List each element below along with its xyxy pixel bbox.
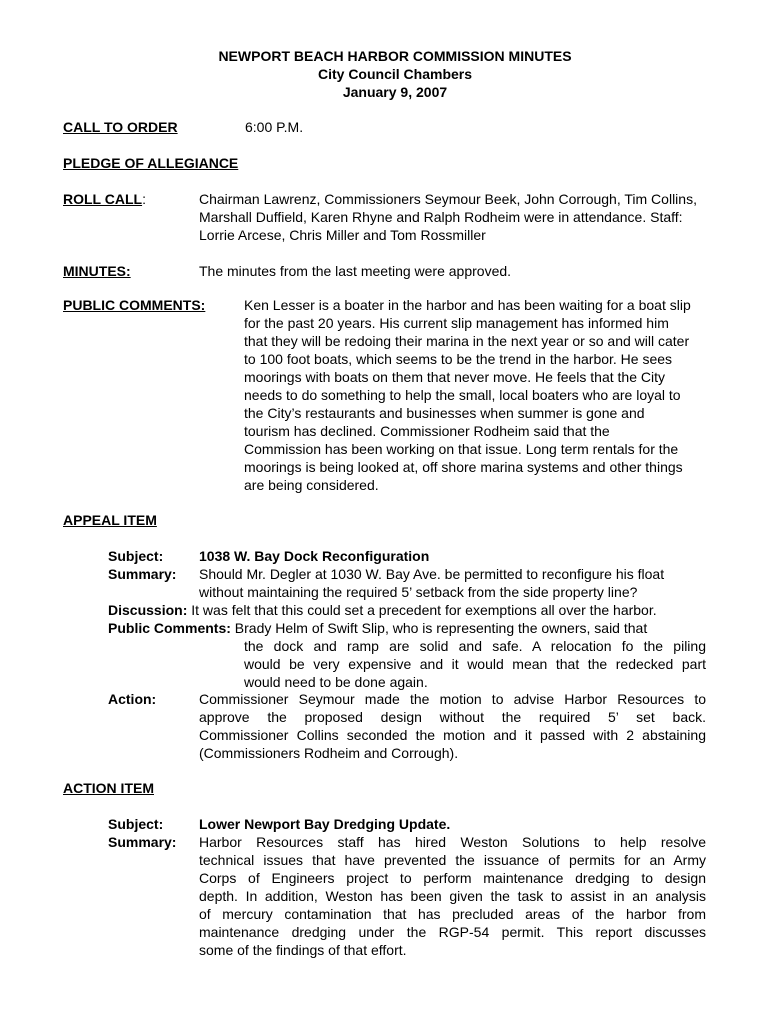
public-comments-line: are being considered. <box>244 477 379 493</box>
public-comments-line: tourism has declined. Commissioner Rodheim said that the <box>244 423 610 439</box>
roll-call-label: ROLL CALL <box>63 191 143 207</box>
roll-call-text <box>199 190 697 244</box>
action-item-label: ACTION ITEM <box>63 780 154 796</box>
roll-call-heading <box>63 190 146 208</box>
meeting-date: January 9, 2007 <box>342 84 448 100</box>
appeal-subject: 1038 W. Bay Dock Reconfiguration <box>199 548 430 564</box>
appeal-summary-label: Summary: <box>108 566 177 582</box>
appeal-action-line: approve the proposed design without the required 5’ set back. <box>199 709 706 725</box>
appeal-action <box>199 690 706 762</box>
call-to-order-time: 6:00 P.M. <box>245 119 304 135</box>
appeal-discussion-text: It was felt that this could set a precedent for exemptions all over the harbor. <box>191 602 657 618</box>
document-title: NEWPORT BEACH HARBOR COMMISSION MINUTES <box>218 48 572 64</box>
action-summary-label: Summary: <box>108 834 177 850</box>
minutes-text: The minutes from the last meeting were approved. <box>199 263 512 279</box>
action-subject-label: Subject: <box>108 816 164 832</box>
action-summary-line: Harbor Resources staff has hired Weston Solutions to help resolve <box>199 834 706 850</box>
action-summary-line: Corps of Engineers project to perform maintenance dredging to design <box>199 870 706 886</box>
appeal-public-comments-line: the dock and ramp are solid and safe. A relocation fo the piling <box>244 638 706 654</box>
action-summary <box>199 833 706 959</box>
action-summary-line: of mercury contamination that has precluded areas of the harbor from <box>199 906 706 922</box>
appeal-action-line: Commissioner Collins seconded the motion and it passed with 2 abstaining <box>199 727 706 743</box>
appeal-summary-line: without maintaining the required 5’ setback from the side property line? <box>199 584 638 600</box>
roll-call-line: Chairman Lawrenz, Commissioners Seymour Beek, John Corrough, Tim Collins, <box>199 191 697 207</box>
action-summary-line: maintenance dredging under the RGP-54 permit. This report discusses <box>199 924 706 940</box>
appeal-public-comments-line: would need to be done again. <box>244 674 428 690</box>
roll-call-line: Lorrie Arcese, Chris Miller and Tom Rossmiller <box>199 227 486 243</box>
public-comments-line: for the past 20 years. His current slip management has informed him <box>244 315 669 331</box>
public-comments-line: moorings with boats on them that never move. He feels that the City <box>244 369 665 385</box>
public-comments-line: that they will be redoing their marina in the next year or so and will cater <box>244 333 690 349</box>
minutes-label: MINUTES: <box>63 263 131 279</box>
appeal-discussion <box>108 601 657 619</box>
public-comments-line: to 100 foot boats, which seems to be the trend in the harbor. He sees <box>244 351 673 367</box>
roll-call-line: Marshall Duffield, Karen Rhyne and Ralph Rodheim were in attendance. Staff: <box>199 209 683 225</box>
public-comments-label: PUBLIC COMMENTS: <box>63 297 206 313</box>
action-summary-line: some of the findings of that effort. <box>199 942 407 958</box>
public-comments-line: needs to do something to help the small, local boaters who are loyal to <box>244 387 681 403</box>
public-comments-text <box>244 296 691 494</box>
appeal-summary <box>199 565 664 601</box>
public-comments-line: Commission has been working on that issue. Long term rentals for the <box>244 441 679 457</box>
public-comments-line: the City’s restaurants and businesses when summer is gone and <box>244 405 645 421</box>
action-subject: Lower Newport Bay Dredging Update. <box>199 816 451 832</box>
appeal-public-comments <box>108 619 647 637</box>
call-to-order-label: CALL TO ORDER <box>63 119 178 135</box>
appeal-discussion-label: Discussion: <box>108 602 188 618</box>
action-summary-line: technical issues that have prevented the issuance of permits for an Army <box>199 852 706 868</box>
appeal-public-comments-line: would be very expensive and it would mean that the redecked part <box>244 656 706 672</box>
meeting-location: City Council Chambers <box>317 66 473 82</box>
appeal-item-label: APPEAL ITEM <box>63 512 157 528</box>
pledge-label: PLEDGE OF ALLEGIANCE <box>63 155 239 171</box>
action-summary-line: depth. In addition, Weston has been given the task to assist in an analysis <box>199 888 706 904</box>
public-comments-line: Ken Lesser is a boater in the harbor and has been waiting for a boat slip <box>244 297 691 313</box>
appeal-action-line: Commissioner Seymour made the motion to advise Harbor Resources to <box>199 691 706 707</box>
appeal-subject-label: Subject: <box>108 548 164 564</box>
roll-call-colon: : <box>142 191 146 207</box>
appeal-public-comments-cont <box>244 637 706 691</box>
appeal-action-line: (Commissioners Rodheim and Corrough). <box>199 745 459 761</box>
appeal-public-comments-first: Brady Helm of Swift Slip, who is representing the owners, said that <box>234 620 648 636</box>
appeal-public-comments-label: Public Comments: <box>108 620 231 636</box>
appeal-summary-line: Should Mr. Degler at 1030 W. Bay Ave. be permitted to reconfigure his float <box>199 566 665 582</box>
appeal-action-label: Action: <box>108 691 157 707</box>
public-comments-line: moorings is being looked at, off shore marina systems and other things <box>244 459 683 475</box>
